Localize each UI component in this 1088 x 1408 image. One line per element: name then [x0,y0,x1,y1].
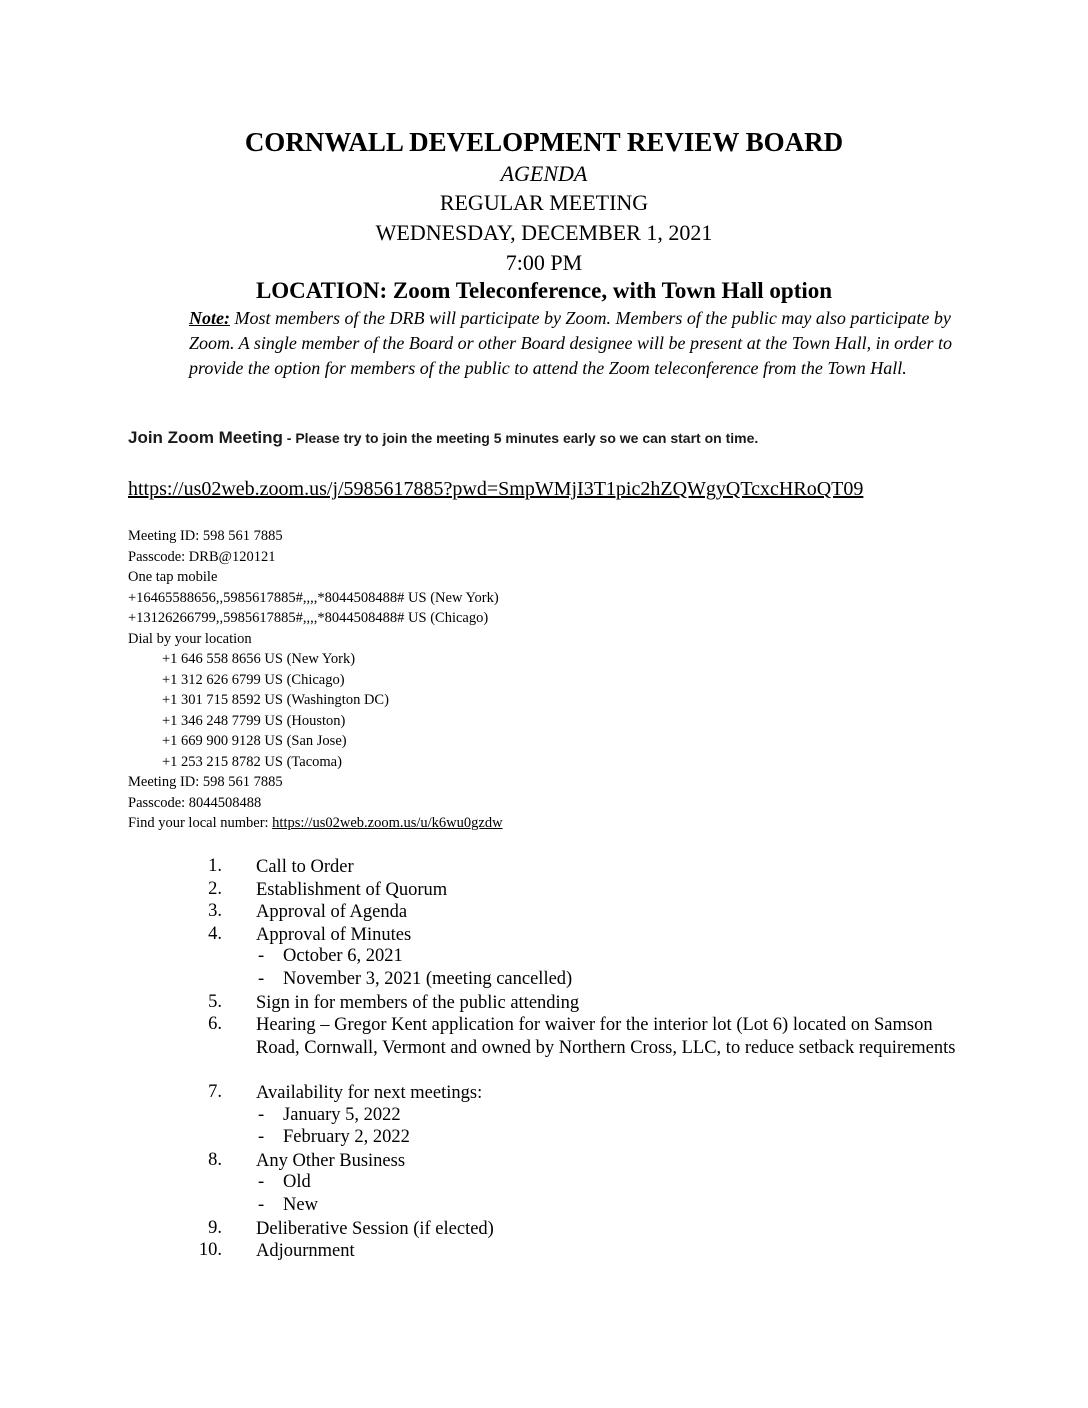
agenda-item [0,992,1088,1015]
dash-bullet: - [258,946,265,967]
dial-number: +1 646 558 8656 US (New York) [162,651,356,667]
agenda-subitem-label: January 5, 2022 [283,1104,401,1125]
local-number-line [128,813,503,834]
agenda-item-label: Adjournment [256,1241,355,1262]
agenda-item [0,1218,1088,1241]
local-number-link[interactable]: https://us02web.zoom.us/u/k6wu0gzdw [272,815,503,831]
agenda-subitem [0,1105,1088,1128]
join-zoom-label: Join Zoom Meeting [128,428,283,447]
dial-in-details [128,526,503,834]
passcode: Passcode: DRB@120121 [128,548,276,565]
agenda-item [0,1150,1088,1173]
agenda-subitem [0,969,1088,992]
agenda-subitem-label: February 2, 2022 [283,1127,410,1148]
agenda-item-number: 3. [208,901,222,922]
join-zoom-instruction: - Please try to join the meeting 5 minutes early so we can start on time. [282,430,759,446]
dial-number: +1 312 626 6799 US (Chicago) [162,671,345,688]
one-tap-number: +13126266799,,5985617885#,,,,*8044508488# US (Chicago) [128,610,489,626]
dash-bullet: - [258,1194,265,1215]
join-zoom-heading [128,428,758,448]
agenda-item-number: 5. [208,991,222,1012]
zoom-meeting-link[interactable]: https://us02web.zoom.us/j/5985617885?pwd=SmpWMjI3T1pic2hZQWgyQTcxcHRoQT09 [128,478,864,500]
one-tap-label: One tap mobile [128,569,218,585]
agenda-item-number: 1. [208,856,222,876]
agenda-item-number: 8. [208,1149,222,1170]
agenda-item-number: 2. [208,878,222,899]
meeting-id: Meeting ID: 598 561 7885 [128,528,283,544]
agenda-subitem [0,946,1088,969]
dash-bullet: - [258,968,265,989]
agenda-subitem-label: Old [283,1172,311,1193]
agenda-subitem [0,1195,1088,1218]
board-title: CORNWALL DEVELOPMENT REVIEW BOARD [244,127,844,157]
note-text: Most members of the DRB will participate by Zoom. Members of the public may also participate by Zoom. A single member of the Board or other Board designee will be present at the Town Hall, in order to provide the option for members of the public to attend the Zoom teleconference from the Town Hall. [189,308,952,378]
local-number-prefix: Find your local number: [128,815,273,831]
agenda-heading: AGENDA [500,161,588,186]
meeting-date: WEDNESDAY, DECEMBER 1, 2021 [375,220,713,245]
agenda-item-label: Hearing – Gregor Kent application for waiver for the interior lot (Lot 6) located on Samson Road, Cornwall, Vermont and owned by Northern Cross, LLC, to reduce setback requirements [256,1015,956,1058]
dash-bullet: - [258,1104,265,1125]
dial-number: +1 669 900 9128 US (San Jose) [162,733,347,749]
meeting-time: 7:00 PM [505,250,583,275]
agenda-item-label: Availability for next meetings: [256,1082,483,1103]
agenda-subitem-label: New [283,1194,318,1215]
agenda-item [0,1082,1088,1105]
passcode: Passcode: 8044508488 [128,794,262,811]
participation-note [189,306,979,381]
agenda-item [0,856,1088,879]
agenda-item [0,901,1088,924]
meeting-location: LOCATION: Zoom Teleconference, with Town Hall option [255,278,833,303]
agenda-item-label: Sign in for members of the public attending [256,992,580,1013]
agenda-item-number: 10. [198,1240,222,1261]
dash-bullet: - [258,1127,265,1148]
agenda-item-number: 7. [208,1081,222,1102]
agenda-item-label: Deliberative Session (if elected) [256,1218,494,1239]
dial-number: +1 253 215 8782 US (Tacoma) [162,753,342,770]
dial-by-location-label: Dial by your location [128,630,252,647]
dash-bullet: - [258,1172,265,1193]
dial-number: +1 346 248 7799 US (Houston) [162,712,346,729]
agenda-item-label: Approval of Agenda [256,902,408,923]
agenda-item [0,924,1088,947]
one-tap-number: +16465588656,,5985617885#,,,,*8044508488# US (New York) [128,589,499,606]
agenda-item [0,1240,1088,1263]
agenda-subitem [0,1127,1088,1150]
agenda-subitem-label: November 3, 2021 (meeting cancelled) [283,968,573,989]
agenda-item-number: 6. [208,1014,222,1035]
agenda-item-label: Call to Order [256,857,354,877]
meeting-type: REGULAR MEETING [439,190,649,215]
agenda-subitem [0,1172,1088,1195]
agenda-item-label: Any Other Business [256,1150,406,1171]
agenda-item-label: Establishment of Quorum [256,879,448,900]
agenda-item-number: 9. [208,1217,222,1238]
agenda-item-number: 4. [208,923,222,944]
agenda-item-label: Approval of Minutes [256,924,412,945]
agenda-list [0,856,1088,1263]
note-label: Note: [189,308,230,328]
meeting-id: Meeting ID: 598 561 7885 [128,774,283,790]
agenda-item [0,1014,1088,1082]
agenda-item [0,879,1088,902]
agenda-subitem-label: October 6, 2021 [283,946,403,967]
dial-number: +1 301 715 8592 US (Washington DC) [162,692,389,708]
